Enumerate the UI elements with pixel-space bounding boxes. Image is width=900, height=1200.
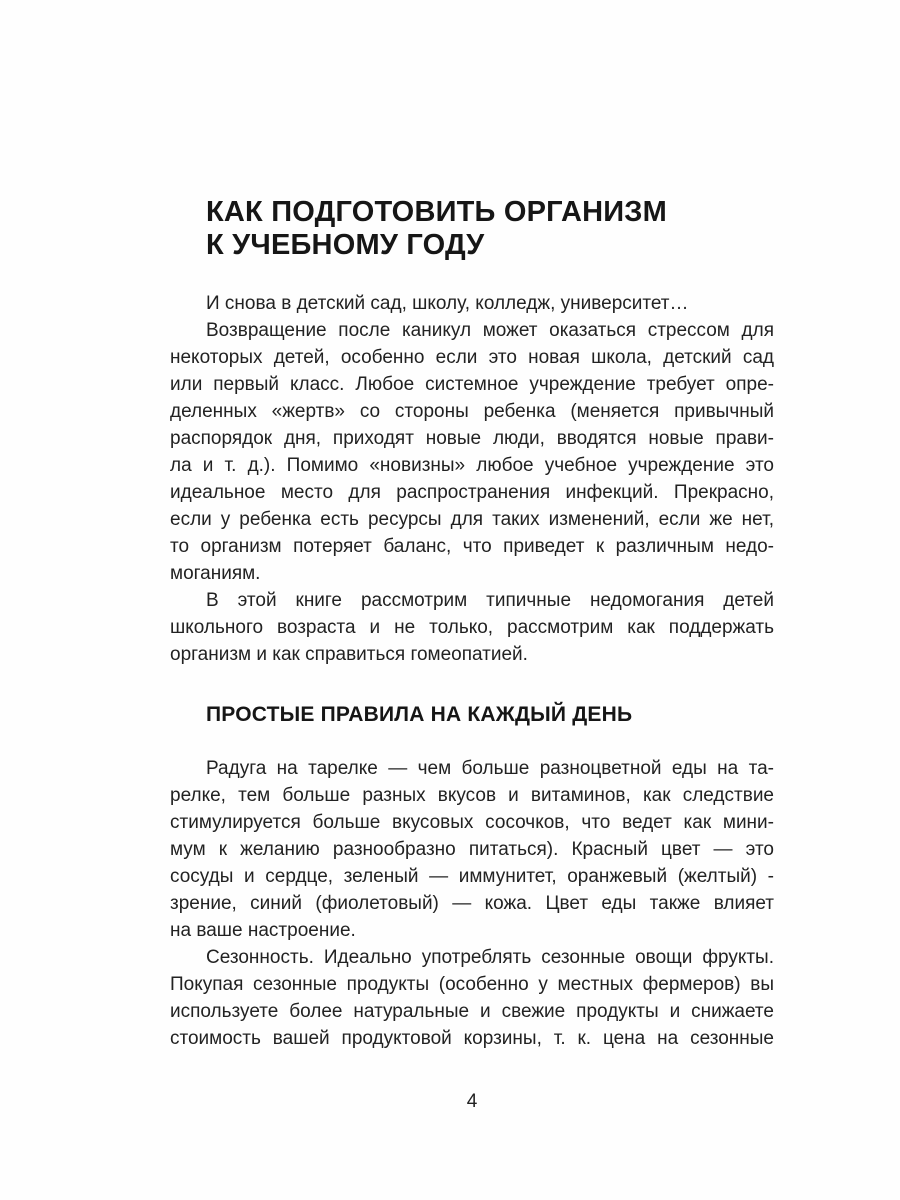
page-number: 4	[466, 1091, 478, 1112]
text-line: школьного возраста и не только, рассмотрим как поддержать	[170, 617, 774, 638]
text-line: некоторых детей, особенно если это новая школа, детский сад	[170, 347, 774, 368]
text-line: Возвращение после каникул может оказаться стрессом для	[206, 320, 774, 341]
text-line: деленных «жертв» со стороны ребенка (меняется привычный	[170, 401, 774, 422]
text-line: И снова в детский сад, школу, колледж, университет…	[206, 293, 689, 314]
text-line: на ваше настроение.	[170, 920, 356, 941]
text-line: стимулируется больше вкусовых сосочков, что ведет как мини-	[170, 812, 774, 833]
text-line: то организм потеряет баланс, что приведет к различным недо-	[170, 536, 774, 557]
text-line: Покупая сезонные продукты (особенно у местных фермеров) вы	[170, 974, 774, 995]
text-line: если у ребенка есть ресурсы для таких изменений, если же нет,	[170, 509, 774, 530]
text-line: релке, тем больше разных вкусов и витаминов, как следствие	[170, 785, 774, 806]
paragraph-about-book	[170, 587, 774, 668]
paragraph-rainbow-plate	[170, 755, 774, 944]
paragraph-intro	[170, 290, 774, 317]
text-line: Сезонность. Идеально употреблять сезонные овощи фрукты.	[206, 947, 774, 968]
chapter-title-line-2: К УЧЕБНОМУ ГОДУ	[206, 229, 485, 261]
text-line: организм и как справиться гомеопатией.	[170, 644, 528, 665]
chapter-title-line-1: КАК ПОДГОТОВИТЬ ОРГАНИЗМ	[206, 196, 668, 228]
text-line: или первый класс. Любое системное учреждение требует опре-	[170, 374, 774, 395]
text-line: стоимость вашей продуктовой корзины, т. к. цена на сезонные	[170, 1028, 774, 1049]
text-line: мум к желанию разнообразно питаться). Красный цвет — это	[170, 839, 774, 860]
text-line: моганиям.	[170, 563, 261, 584]
chapter-title	[206, 196, 774, 262]
text-line: идеальное место для распространения инфекций. Прекрасно,	[170, 482, 774, 503]
text-line: ла и т. д.). Помимо «новизны» любое учебное учреждение это	[170, 455, 774, 476]
text-line: зрение, синий (фиолетовый) — кожа. Цвет еды также влияет	[170, 893, 774, 914]
section-heading: ПРОСТЫЕ ПРАВИЛА НА КАЖДЫЙ ДЕНЬ	[206, 703, 633, 726]
text-line: В этой книге рассмотрим типичные недомогания детей	[206, 590, 774, 611]
text-line: Радуга на тарелке — чем больше разноцветной еды на та-	[206, 758, 774, 779]
paragraph-return-after-holidays	[170, 317, 774, 587]
text-block	[170, 196, 774, 1115]
paragraph-seasonality	[170, 944, 774, 1052]
text-line: используете более натуральные и свежие продукты и снижаете	[170, 1001, 774, 1022]
text-line: сосуды и сердце, зеленый — иммунитет, оранжевый (желтый) -	[170, 866, 774, 887]
text-line: распорядок дня, приходят новые люди, вводятся новые прави-	[170, 428, 774, 449]
